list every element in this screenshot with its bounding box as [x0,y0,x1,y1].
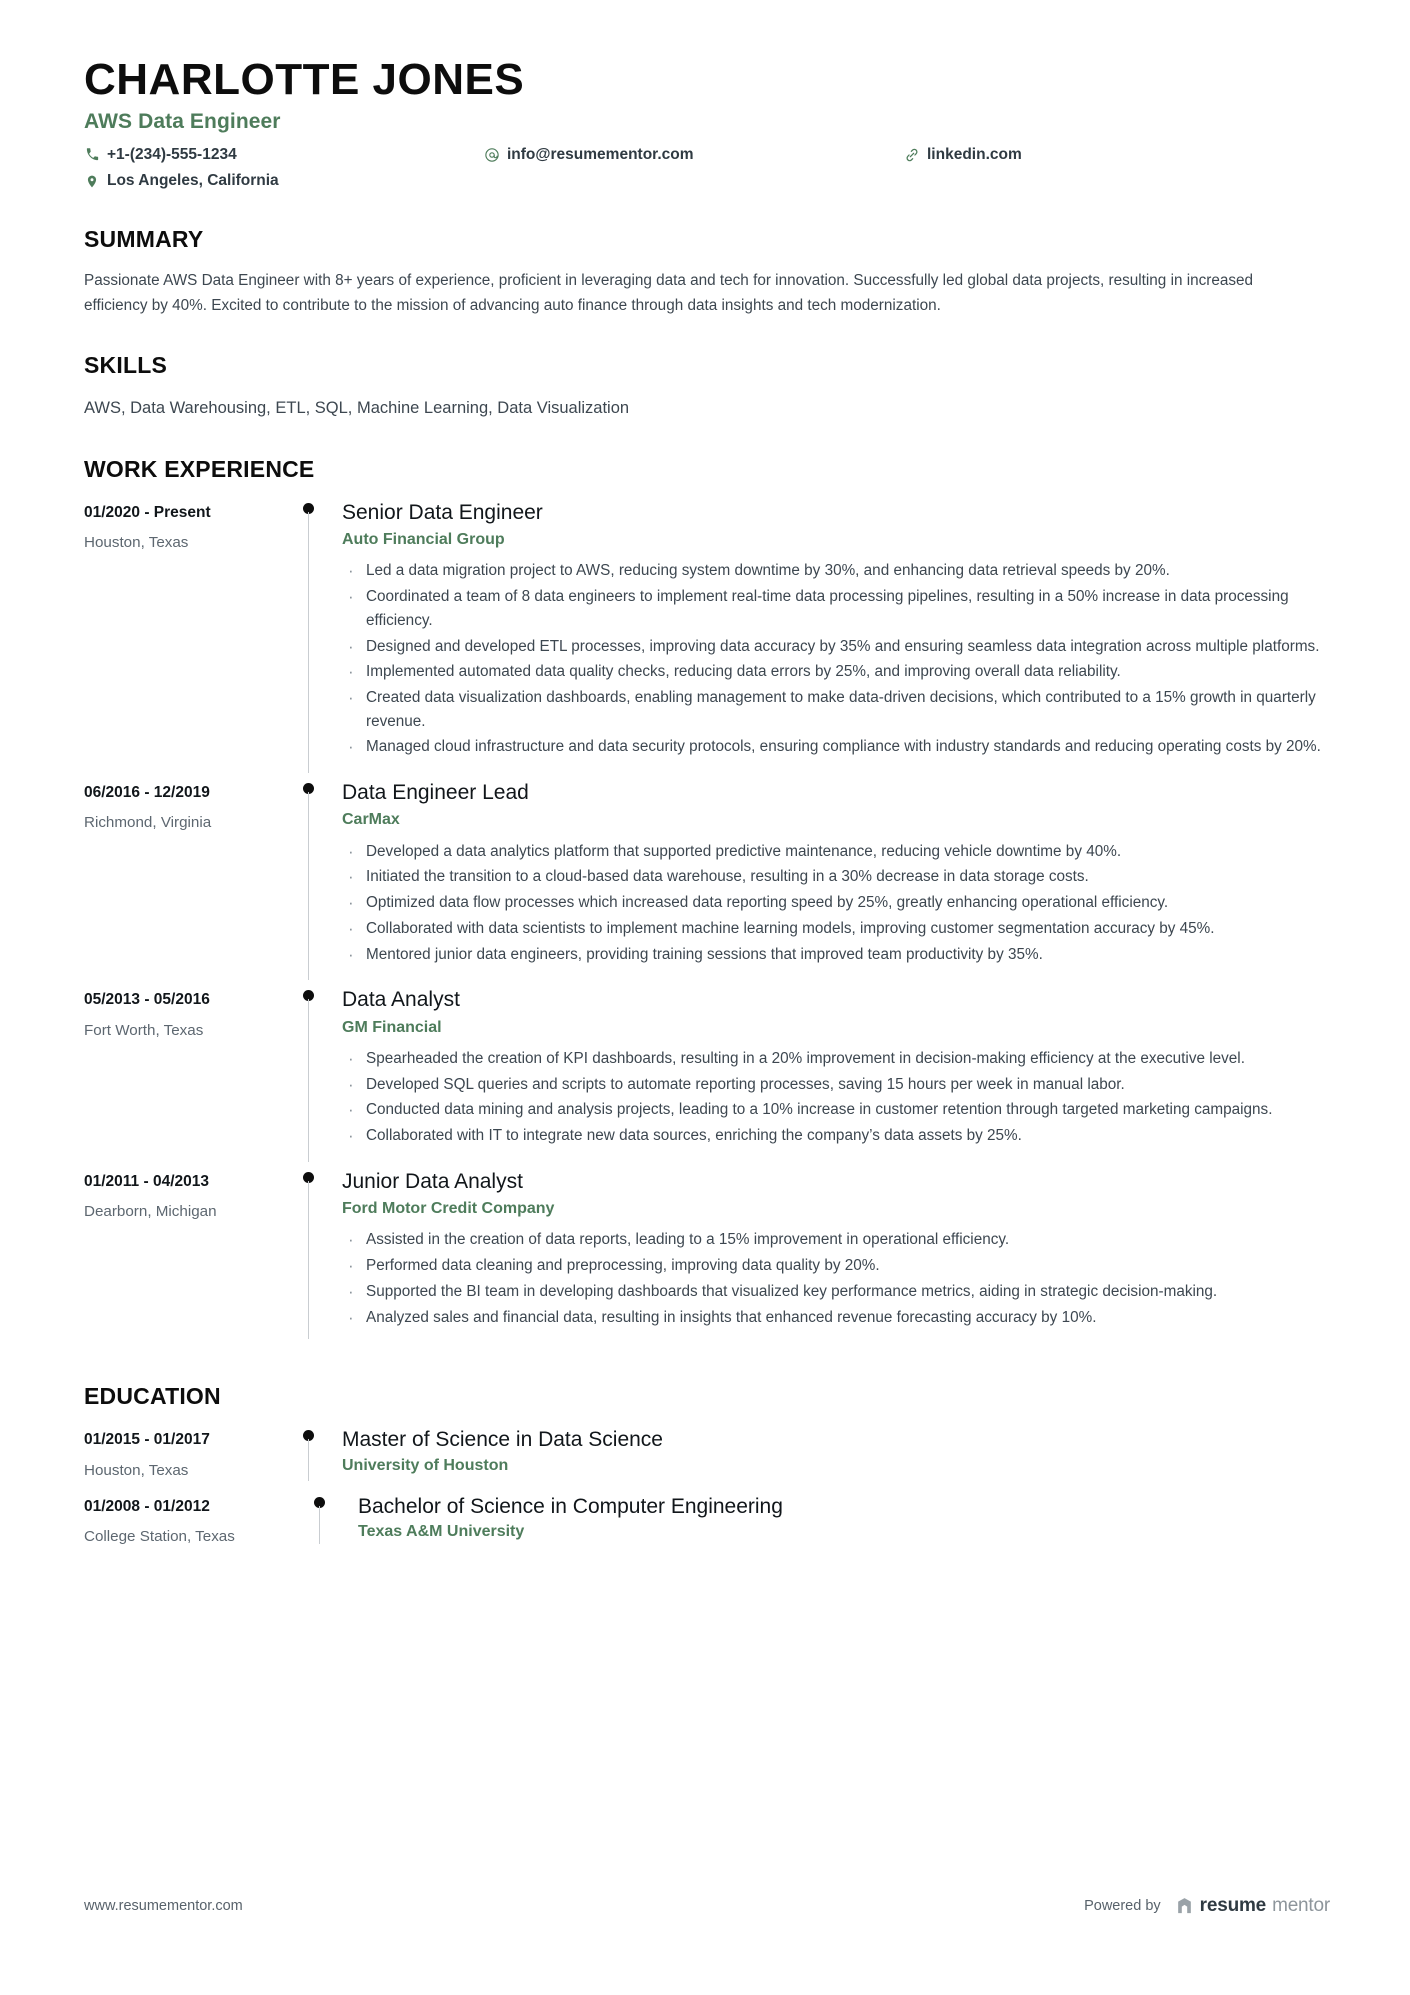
work-entry-location: Dearborn, Michigan [84,1203,217,1221]
resumementor-mark-icon [1175,1896,1194,1916]
timeline-rail [294,779,336,986]
work-entry-meta [84,986,294,1168]
work-entry-bullet: · Created data visualization dashboards, enabling management to make data-driven decisions, which contributed to a 15% growth in quarterly revenue. [342,686,1330,733]
email-icon [484,147,500,163]
education-entry-date: 01/2008 - 01/2012 [84,1497,210,1515]
work-entry-location: Houston, Texas [84,534,189,552]
skills-section [84,352,1330,421]
work-entry-company: CarMax [342,811,400,829]
work-entry-bullet: · Supported the BI team in developing dashboards that visualized key performance metrics, aiding in strategic decision-making. [342,1280,1330,1304]
work-entry-bullets [342,559,1330,759]
work-entry-details [336,986,1330,1168]
work-entry-role: Data Engineer Lead [342,781,529,805]
education-entry-location: Houston, Texas [84,1461,189,1479]
summary-text: Passionate AWS Data Engineer with 8+ years of experience, proficient in leveraging data and tech for innovation. Successfully led global data projects, resulting in increased efficiency by 40%. Excited to contribute to the mission of advancing auto finance through data insights and tech modernization. [84,272,1254,314]
timeline-line [308,792,309,980]
page-footer [84,1895,1330,1917]
work-entry-date: 01/2011 - 04/2013 [84,1172,209,1190]
education-section [84,1383,1330,1553]
resume-header [84,56,1330,192]
contact-phone[interactable] [84,144,484,166]
education-entry-details [336,1493,1330,1554]
contact-linkedin-text: linkedin.com [927,145,1022,163]
contact-location-text: Los Angeles, California [107,171,279,189]
work-entry-date: 01/2020 - Present [84,503,211,521]
phone-icon [84,147,100,163]
timeline-rail [294,1493,336,1554]
education-entry-meta [84,1493,294,1554]
work-entry-bullet: · Analyzed sales and financial data, resulting in insights that enhanced revenue forecasting accuracy by 10%. [342,1306,1330,1330]
contact-linkedin[interactable] [904,144,1330,166]
work-entry [84,986,1330,1168]
work-entry-role: Data Analyst [342,988,460,1012]
education-entry-degree: Master of Science in Data Science [342,1428,663,1452]
work-entry-bullet: · Implemented automated data quality checks, reducing data errors by 25%, and improving overall data reliability. [342,660,1330,684]
contact-email[interactable] [484,144,904,166]
timeline-line [319,1506,320,1544]
education-heading: EDUCATION [84,1383,221,1410]
work-entry-bullet: · Spearheaded the creation of KPI dashboards, resulting in a 20% improvement in decision-making efficiency at the executive level. [342,1047,1330,1071]
summary-heading: SUMMARY [84,226,204,253]
contact-phone-text: +1-(234)-555-1234 [107,145,237,163]
work-entry-date: 06/2016 - 12/2019 [84,784,210,802]
work-entry-bullet: · Coordinated a team of 8 data engineers to implement real-time data processing pipelines, resulting in a 50% increase in data processing efficiency. [342,585,1330,632]
work-entry-bullets [342,840,1330,967]
work-experience-heading: WORK EXPERIENCE [84,455,315,482]
footer-website-url[interactable]: www.resumementor.com [84,1898,243,1914]
education-entry-date: 01/2015 - 01/2017 [84,1431,210,1449]
timeline-line [308,1181,309,1340]
work-entry-bullets [342,1047,1330,1148]
work-entry-bullet: · Collaborated with data scientists to implement machine learning models, improving customer segmentation accuracy by 45%. [342,917,1330,941]
contact-info [84,144,1330,193]
work-entry-bullet: · Designed and developed ETL processes, improving data accuracy by 35% and ensuring seamless data integration across multiple platforms. [342,635,1330,659]
education-entry [84,1426,1330,1487]
link-icon [904,147,920,163]
work-entry-bullet: · Developed a data analytics platform that supported predictive maintenance, reducing vehicle downtime by 40%. [342,840,1330,864]
education-entry-school: Texas A&M University [358,1523,525,1541]
work-experience-section [84,456,1330,1350]
work-entry-details [336,1168,1330,1350]
education-entry-location: College Station, Texas [84,1528,235,1546]
work-entry-company: Auto Financial Group [342,531,505,549]
education-entry-meta [84,1426,294,1487]
work-entry-bullet: · Led a data migration project to AWS, reducing system downtime by 30%, and enhancing data retrieval speeds by 20%. [342,559,1330,583]
work-entry-bullet: · Assisted in the creation of data reports, leading to a 15% improvement in operational efficiency. [342,1228,1330,1252]
work-entry-details [336,499,1330,779]
brand-name-first: resume [1199,1895,1267,1916]
work-entry-role: Junior Data Analyst [342,1169,523,1193]
work-entry [84,779,1330,986]
education-entries-list [84,1426,1330,1553]
work-entry-bullet: · Mentored junior data engineers, providing training sessions that improved team productivity by 35%. [342,943,1330,967]
candidate-name: CHARLOTTE JONES [84,55,525,104]
skills-list: AWS, Data Warehousing, ETL, SQL, Machine Learning, Data Visualization [84,399,630,418]
work-entry-company: GM Financial [342,1018,442,1036]
resumementor-logo [1175,1895,1330,1917]
work-entry-meta [84,779,294,986]
footer-branding [1084,1895,1330,1917]
work-entry-bullet: · Managed cloud infrastructure and data security protocols, ensuring compliance with industry standards and reducing operating costs by 20%. [342,735,1330,759]
education-entry-degree: Bachelor of Science in Computer Engineering [358,1494,783,1518]
timeline-rail [294,986,336,1168]
work-entry-meta [84,499,294,779]
work-entry-bullet: · Optimized data flow processes which increased data reporting speed by 25%, greatly enhancing operational efficiency. [342,891,1330,915]
work-entry-location: Richmond, Virginia [84,814,212,832]
work-entry-company: Ford Motor Credit Company [342,1200,555,1218]
work-entry-bullet: · Performed data cleaning and preprocessing, improving data quality by 20%. [342,1254,1330,1278]
powered-by-label: Powered by [1084,1898,1161,1914]
work-entry-bullet: · Collaborated with IT to integrate new data sources, enriching the company’s data assets by 25%. [342,1124,1330,1148]
contact-location [84,170,484,192]
work-entry-bullet: · Initiated the transition to a cloud-based data warehouse, resulting in a 30% decrease in data storage costs. [342,865,1330,889]
work-entry-meta [84,1168,294,1350]
education-entry-details [336,1426,1330,1487]
work-entry [84,499,1330,779]
location-pin-icon [84,173,100,189]
work-entry-role: Senior Data Engineer [342,500,543,524]
brand-name-second: mentor [1272,1895,1330,1916]
work-entry-location: Fort Worth, Texas [84,1021,204,1039]
work-entry-bullets [342,1228,1330,1329]
work-entries-list [84,499,1330,1350]
contact-email-text: info@resumementor.com [507,145,694,163]
candidate-job-title: AWS Data Engineer [84,109,281,133]
skills-heading: SKILLS [84,352,167,379]
work-entry [84,1168,1330,1350]
timeline-line [308,999,309,1162]
summary-section [84,226,1330,318]
education-entry-school: University of Houston [342,1456,509,1474]
timeline-line [308,512,309,773]
timeline-rail [294,499,336,779]
work-entry-date: 05/2013 - 05/2016 [84,991,210,1009]
timeline-rail [294,1168,336,1350]
work-entry-details [336,779,1330,986]
timeline-rail [294,1426,336,1487]
education-entry [84,1493,1330,1554]
work-entry-bullet: · Developed SQL queries and scripts to automate reporting processes, saving 15 hours per week in manual labor. [342,1073,1330,1097]
timeline-line [308,1439,309,1481]
work-entry-bullet: · Conducted data mining and analysis projects, leading to a 10% increase in customer retention through targeted marketing campaigns. [342,1098,1330,1122]
